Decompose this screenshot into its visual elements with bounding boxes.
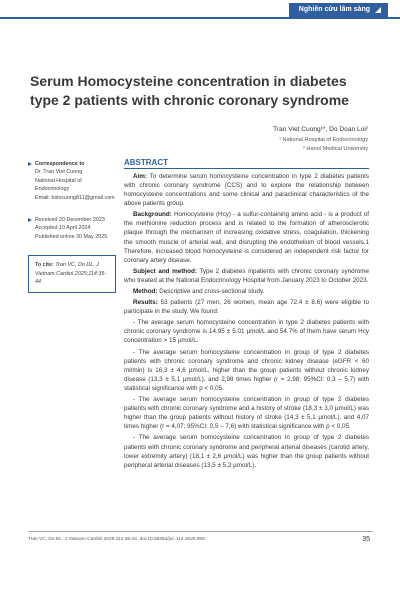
article-sidebar xyxy=(28,160,116,293)
correspondence-name: Dr. Tran Viet Cuong xyxy=(35,169,83,176)
section-tag-label: Nghiên cứu lâm sàng xyxy=(298,6,370,13)
finding-2: - The average serum homocysteine concentration in group of type 2 diabetes patients with chronic coronary syndrome and chronic kidney disease (eGFR < 60 ml/min) is 16,3 ± 4,6 µmol/L, higher than the group patients without chronic kidney disease (13,3 ± 5,1 µmol/L), and 2,98 times higher (r = 2,98; 95%CI: 0,3 – 5,7) with statistical significance with p < 0,05. xyxy=(124,348,369,392)
received-date: Received 20 December 2023 xyxy=(35,217,105,224)
correspondence-institution: National Hospital of Endocrinology xyxy=(35,177,82,193)
article-title: Serum Homocysteine concentration in diabetes type 2 patients with chronic coronary syndrome xyxy=(30,73,349,108)
abstract-section xyxy=(124,158,369,472)
results-label: Results: xyxy=(133,299,158,307)
affiliation-2: ² Hanoi Medical University xyxy=(303,146,368,152)
correspondence-details xyxy=(28,168,116,202)
background-text: Homocysteine (Hcy) - a sulfur-containing amino acid - is a product of the methionine reduction process and is related to the formation of atherosclerotic plaque through the mechanism of increasing oxidative stress, coagulation, thickening the smooth muscle of arterial wall, and disrupting the endothelium of blood vessels.1 Therefore, increased blood homocysteine is considered an independent risk factor for coronary artery disease. xyxy=(124,211,369,264)
correspondence-heading: Correspondence to xyxy=(28,160,116,168)
finding-4: - The average serum homocysteine concentration in group of type 2 diabetes patients with chronic coronary syndrome and peripheral arterial diseases (carotid artery, lower extremity artery) (18,1 ± 2,6 µmol/L) was higher than the group patients without peripheral arterial diseases (13,5 ± 5,2 µmol/L), xyxy=(124,434,369,469)
author-line: Tran Viet Cuong¹*, Do Doan Loi² xyxy=(273,126,368,133)
results-paragraph xyxy=(124,298,369,316)
method-text: Descriptive and cross-sectional study. xyxy=(159,288,265,296)
section-tag xyxy=(289,3,388,17)
abstract-heading: ABSTRACT xyxy=(124,158,168,167)
aim-text: To determine serum homocysteine concentration in type 2 diabetes patients with chronic coronary syndrome (CCS) and to explore the relationship between homocysteine concentrations and some clinical and paraclinical characteristics of the above patients group. xyxy=(124,172,370,208)
publication-dates xyxy=(28,216,116,241)
page-number: 35 xyxy=(362,536,370,543)
correspondence-email[interactable]: Email: bstvcuong811@gmail.com xyxy=(35,194,115,201)
method-label: Method: xyxy=(133,288,158,296)
header-band xyxy=(0,0,400,17)
cite-label: To cite: xyxy=(35,262,54,269)
triangle-bullet-icon xyxy=(28,162,32,166)
cite-text: Tran VC, Do DL. J Vietnam Cardiol 2025;114:35-44 xyxy=(35,262,107,286)
accepted-date: Accepted 10 April 2024 xyxy=(35,225,91,232)
results-text: 53 patients (27 men, 26 women, mean age 72.4 ± 8.6) were eligible to participate in the study. We found: xyxy=(124,299,370,316)
published-date: Published online 30 May 2025 xyxy=(35,233,108,240)
footer-citation: Tran VC, Do DL. J Vietnam Cardiol 2025;114:35-44. doi:10.58354/jvc.114.2025.906 xyxy=(28,537,205,542)
background-paragraph xyxy=(124,210,369,265)
citation-box xyxy=(28,255,116,293)
background-label: Background: xyxy=(133,211,172,219)
corner-triangle-icon xyxy=(375,7,381,13)
footer-rule xyxy=(28,531,373,532)
method-paragraph xyxy=(124,287,369,296)
header-rule xyxy=(0,17,400,19)
finding-1: - The average serum homocysteine concentration in type 2 diabetes patients with chronic coronary syndrome is 14.95 ± 5.01 µmol/L and 54.7% of them have serum Hcy concentration > 15 µmol/L. xyxy=(124,319,369,345)
subject-label: Subject and method: xyxy=(133,267,197,275)
aim-paragraph xyxy=(124,172,369,208)
abstract-rule xyxy=(124,168,369,169)
finding-3: - The average serum homocysteine concentration in group of type 2 diabetes patients with chronic coronary syndrome and a history of stroke (18,3 ± 3,0 µmol/L) was higher than the group patients without history of stroke (14,3 ± 5,1 µmol/L), and 4,07 times higher (r = 4,07; 95%CI: 0,5 – 7,6) with statistical significance with p < 0,05. xyxy=(124,396,369,431)
subject-paragraph xyxy=(124,267,369,285)
affiliation-1: ¹ National Hospital of Endocrinology xyxy=(279,137,368,143)
triangle-bullet-icon xyxy=(28,218,32,222)
aim-label: Aim: xyxy=(133,172,147,180)
subject-text: Type 2 diabetes inpatients with chronic coronary syndrome who treated at the National Endocrinology Hospital from January 2023 to October 2023. xyxy=(124,267,369,284)
